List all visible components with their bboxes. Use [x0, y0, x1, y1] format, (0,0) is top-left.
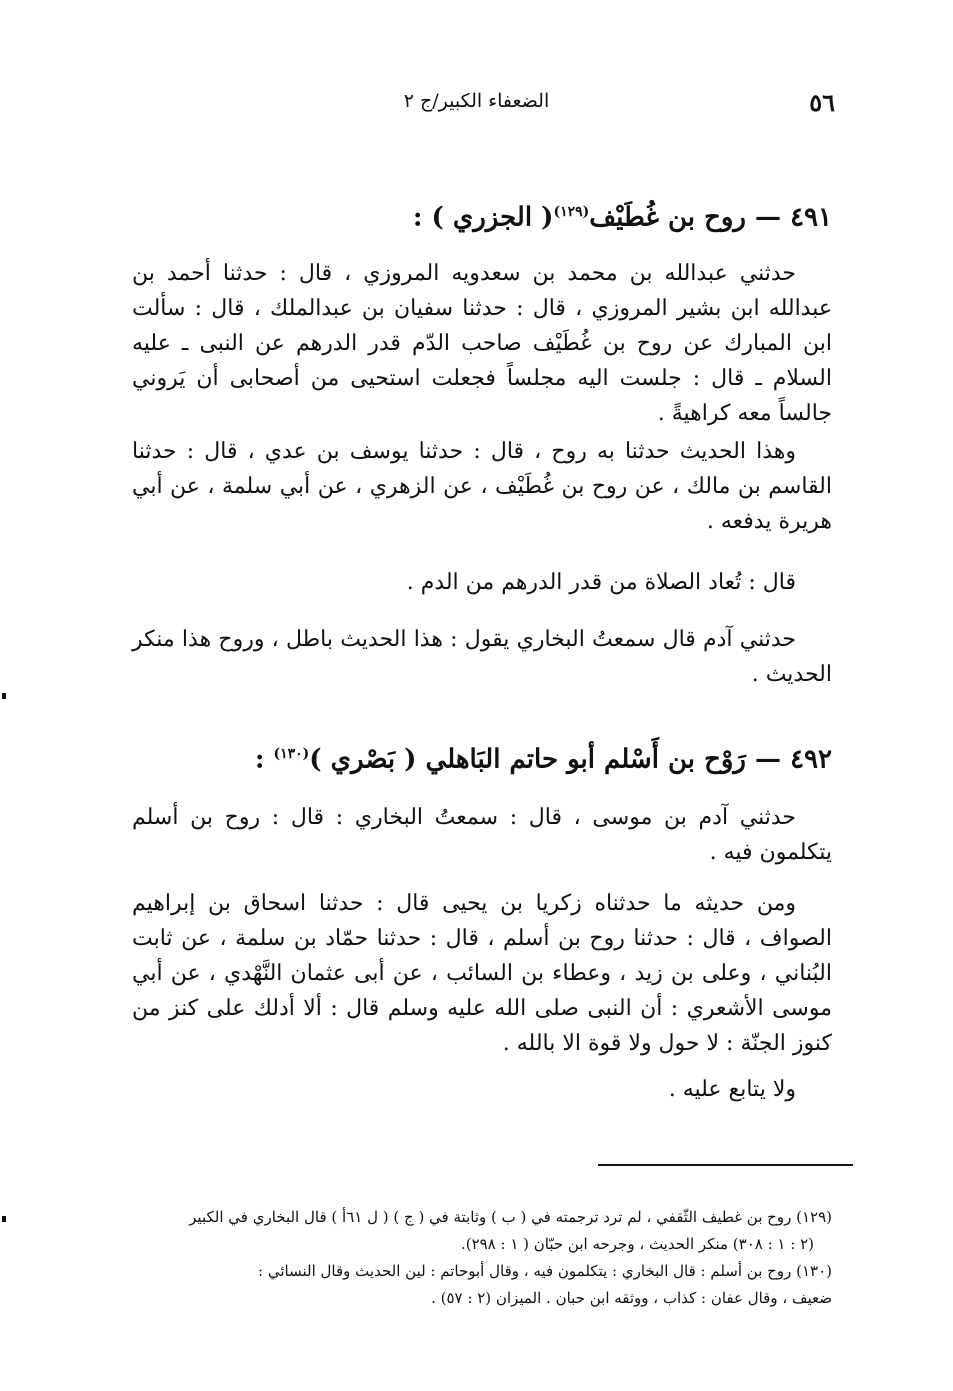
- entry-491-heading: ٤٩١ — روح بن غُطَيْف$^{(١٢٩)}$( الجزري ) :: [412, 202, 832, 233]
- paragraph: وهذا الحديث حدثنا به روح ، قال : حدثنا يوسف بن عدي ، قال : حدثنا القاسم بن مالك ، عن روح بن غُطَيْف ، عن الزهري ، عن أبي سلمة ، عن أبي هريرة يدفعه .: [132, 439, 832, 534]
- footnote-130-line-1: (١٣٠) روح بن أسلم : قال البخاري : يتكلمون فيه ، وقال أبوحاتم : لين الحديث وقال النسائي :: [258, 1262, 832, 1280]
- footnote-separator: [598, 1164, 853, 1166]
- entry-491: [132, 192, 832, 238]
- entry-492-para-3: [132, 1072, 832, 1107]
- entry-number: ٤٩١: [790, 202, 832, 233]
- entry-name: روح بن غُطَيْف: [589, 202, 746, 233]
- entry-tail: ( الجزري ) :: [412, 202, 554, 233]
- running-title: الضعفاء الكبير/ج ٢: [403, 90, 550, 112]
- entry-number: ٤٩٢: [790, 744, 832, 775]
- entry-491-para-3: [132, 565, 832, 600]
- entry-491-para-4: [132, 622, 832, 692]
- page-number: ٥٦: [809, 88, 835, 117]
- paragraph: حدثني عبدالله بن محمد بن سعدويه المروزي ، قال : حدثنا أحمد بن عبدالله ابن بشير المروزي ، قال : حدثنا سفيان بن عبدالملك ، قال : سألت ابن المبارك عن روح بن غُطَيْف صاحب الدّم قدر الدرهم عن النبى ـ عليه السلام ـ قال : جلست اليه مجلساً فجعلت استحيى من أصحابى أن يَروني جالساً معه كراهيةً .: [132, 261, 832, 426]
- footnote-129-line-1: (١٢٩) روح بن غطيف الثّقفي ، لم ترد ترجمته في ( ب ) وثابتة في ( ج ) ( ل ٦١أ ) قال البخاري في الكبير: [189, 1208, 832, 1226]
- footnotes: [136, 1204, 832, 1312]
- footnote-130-line-2: ضعيف ، وقال عفان : كذاب ، ووثقه ابن حبان . الميزان (٢ : ٥٧) .: [431, 1289, 832, 1307]
- margin-mark: [2, 693, 6, 699]
- entry-tail: :: [254, 744, 265, 775]
- paragraph: ومن حديثه ما حدثناه زكريا بن يحيى قال : حدثنا اسحاق بن إبراهيم الصواف ، قال : حدثنا روح بن أسلم ، قال : حدثنا حمّاد بن سلمة ، عن ثابت البُناني ، وعلى بن زيد ، وعطاء بن السائب ، عن أبى عثمان النَّهْدي ، عن أبي موسى الأشعري : أن النبى صلى الله عليه وسلم قال : ألا أدلك على كنز من كنوز الجنّة : لا حول ولا قوة الا بالله .: [132, 891, 832, 1056]
- entry-492-para-1: [132, 800, 832, 870]
- paragraph: قال : تُعاد الصلاة من قدر الدرهم من الدم .: [406, 570, 796, 595]
- paragraph: ولا يتابع عليه .: [668, 1077, 796, 1102]
- entry-name: رَوْح بن أَسْلم أبو حاتم البَاهلي ( بَصْري ): [309, 744, 746, 775]
- footnote-129-line-2: (٢ : ١ : ٣٠٨) منكر الحديث ، وجرحه ابن حبّان ( ١ : ٢٩٨).: [460, 1235, 814, 1253]
- footnote-ref: (١٢٩): [553, 204, 590, 220]
- paragraph: حدثني آدم قال سمعتُ البخاري يقول : هذا الحديث باطل ، وروح هذا منكر الحديث .: [132, 627, 832, 687]
- entry-491-para-2: [132, 434, 832, 539]
- margin-mark: [2, 1216, 6, 1222]
- entry-492: [132, 734, 832, 780]
- entry-492-para-2: [132, 886, 832, 1061]
- entry-491-para-1: [132, 256, 832, 431]
- footnote-ref: (١٣٠): [273, 746, 310, 762]
- paragraph: حدثني آدم بن موسى ، قال : سمعتُ البخاري : قال : روح بن أسلم يتكلمون فيه .: [132, 805, 832, 865]
- entry-492-heading: ٤٩٢ — رَوْح بن أَسْلم أبو حاتم البَاهلي ( بَصْري )$^{(١٣٠)}$ :: [254, 744, 832, 775]
- page-header: [0, 88, 953, 128]
